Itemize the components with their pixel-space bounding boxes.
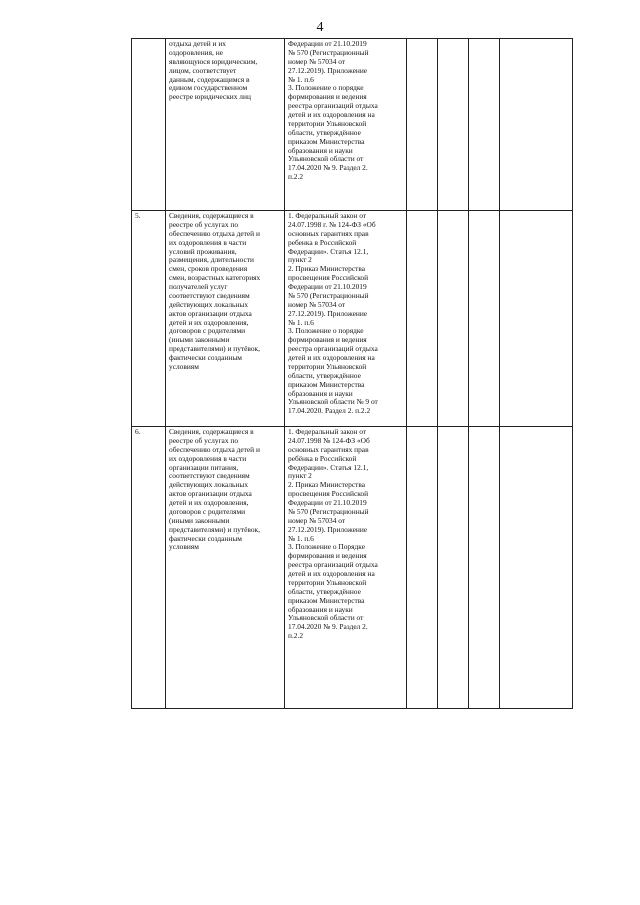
answer-no-cell xyxy=(438,427,469,709)
answer-yes-cell xyxy=(407,39,438,211)
row-number: 5. xyxy=(135,211,141,220)
answer-na-cell xyxy=(469,39,500,211)
page-number: 4 xyxy=(316,20,324,35)
row-number-cell xyxy=(132,39,166,211)
answer-na-cell xyxy=(469,427,500,709)
row-number-cell xyxy=(132,427,166,709)
table-row xyxy=(132,39,573,211)
checklist-table xyxy=(131,38,573,709)
row-number-cell xyxy=(132,211,166,427)
requirement-cell xyxy=(166,211,285,427)
answer-yes-cell xyxy=(407,427,438,709)
answer-yes-cell xyxy=(407,211,438,427)
answer-no-cell xyxy=(438,39,469,211)
legal-source-cell xyxy=(285,39,407,211)
legal-source-cell xyxy=(285,427,407,709)
table-row xyxy=(132,427,573,709)
answer-no-cell xyxy=(438,211,469,427)
row-number: 6. xyxy=(135,427,141,436)
legal-source-text: 1. Федеральный закон от 24.07.1998 г. № 124-ФЗ «Об основных гарантиях прав ребенка в Российской Федерации». Статья 12.1, пункт 2 2. Приказ Министерства просвещения Российской Федерации от 21.10.2019 № 570 (Регистрационный номер № 57034 от 27.12.2019). Приложение № 1. п.6 3. Положение о порядке формирования и ведения реестра организаций отдыха детей и их оздоровления на территории Ульяновской области, утверждённое приказом Министерства образования и науки Ульяновской области № 9 от 17.04.2020. Раздел 2. п.2.2 xyxy=(288,211,378,416)
requirement-cell xyxy=(166,39,285,211)
table-row xyxy=(132,211,573,427)
legal-source-cell xyxy=(285,211,407,427)
note-cell xyxy=(500,211,573,427)
requirement-text: Сведения, содержащиеся в реестре об услугах по обеспечению отдыха детей и их оздоровления в части условий проживания, размещения, длительности смен, сроков проведения смен, возрастных категориях получателей услуг соответствуют сведениям действующих локальных актов организации отдыха детей и их оздоровления, договоров с родителями (иными законными представителями) и путёвок, фактически созданным условиям xyxy=(169,211,261,371)
answer-na-cell xyxy=(469,211,500,427)
requirement-text: отдыха детей и их оздоровления, не являющуюся юридическим, лицом, соответствует данным, содержащимся в едином государственном реестре юридических лиц xyxy=(169,39,258,102)
note-cell xyxy=(500,39,573,211)
legal-source-text: Федерации от 21.10.2019 № 570 (Регистрационный номер № 57034 от 27.12.2019). Приложение № 1. п.6 3. Положение о порядке формирования и ведения реестра организаций отдыха детей и их оздоровления на территории Ульяновской области, утверждённое приказом Министерства образования и науки Ульяновской области от 17.04.2020 № 9. Раздел 2. п.2.2 xyxy=(288,39,378,182)
legal-source-text: 1. Федеральный закон от 24.07.1998 № 124-ФЗ «Об основных гарантиях прав ребёнка в Российской Федерации». Статья 12.1, пункт 2 2. Приказ Министерства просвещения Российской Федерации от 21.10.2019 № 570 (Регистрационный номер № 57034 от 27.12.2019). Приложение № 1. п.6 3. Положение о Порядке формирования и ведения реестра организаций отдыха детей и их оздоровления на территории Ульяновской области, утверждённое приказом Министерства образования и науки Ульяновской области от 17.04.2020 № 9. Раздел 2. п.2.2 xyxy=(288,427,378,641)
note-cell xyxy=(500,427,573,709)
requirement-cell xyxy=(166,427,285,709)
requirement-text: Сведения, содержащиеся в реестре об услугах по обеспечению отдыха детей и их оздоровления в части организации питания, соответствуют сведениям действующих локальных актов организации отдыха детей и их оздоровления, договоров с родителями (иными законными представителями) и путёвок, фактически созданным условиям xyxy=(169,427,260,552)
